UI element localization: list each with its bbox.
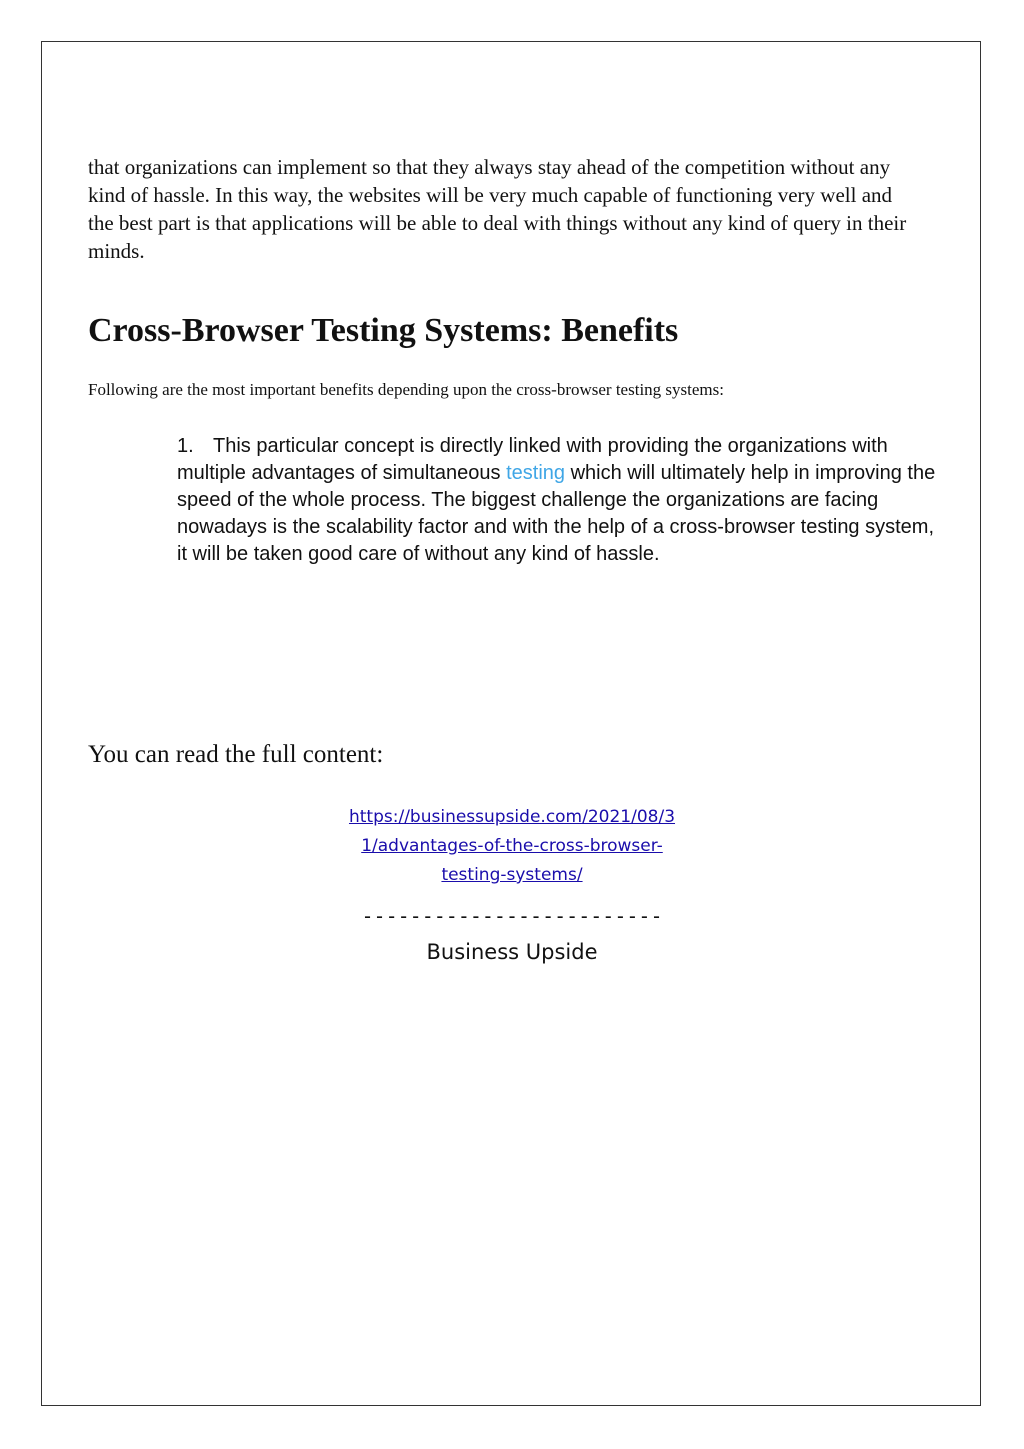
testing-link[interactable]: testing bbox=[506, 462, 566, 484]
list-item-number: 1. bbox=[177, 435, 194, 457]
article-link-line-2[interactable]: 1/advantages-of-the-cross-browser- bbox=[361, 836, 663, 856]
list-item bbox=[177, 433, 947, 568]
footer-divider: ------------------------- bbox=[361, 904, 663, 928]
section-lead: Following are the most important benefits depending upon the cross-browser testing systems: bbox=[88, 380, 724, 399]
read-more-label: You can read the full content: bbox=[88, 741, 384, 768]
article-link[interactable] bbox=[312, 803, 712, 890]
article-link-line-3[interactable]: testing-systems/ bbox=[441, 865, 583, 885]
section-heading: Cross-Browser Testing Systems: Benefits bbox=[88, 312, 679, 349]
article-link-block bbox=[312, 803, 712, 890]
list-item-text-after: which will ultimately help in improving the speed of the whole process. The biggest challenge the organizations are facing nowadays is the scalability factor and with the help of a cross-browser testing system, it will be taken good care of without any kind of hassle. bbox=[177, 462, 936, 565]
benefits-list bbox=[177, 433, 947, 568]
intro-paragraph: that organizations can implement so that they always stay ahead of the competition without any kind of hassle. In this way, the websites will be very much capable of functioning very well and the best part is that applications will be able to deal with things without any kind of query in their minds. bbox=[88, 155, 907, 263]
brand-name: Business Upside bbox=[426, 940, 598, 964]
list-item-text-before: This particular concept is directly linked with providing the organizations with multiple advantages of simultaneous bbox=[177, 435, 888, 484]
article-link-line-1[interactable]: https://businessupside.com/2021/08/3 bbox=[348, 807, 676, 827]
